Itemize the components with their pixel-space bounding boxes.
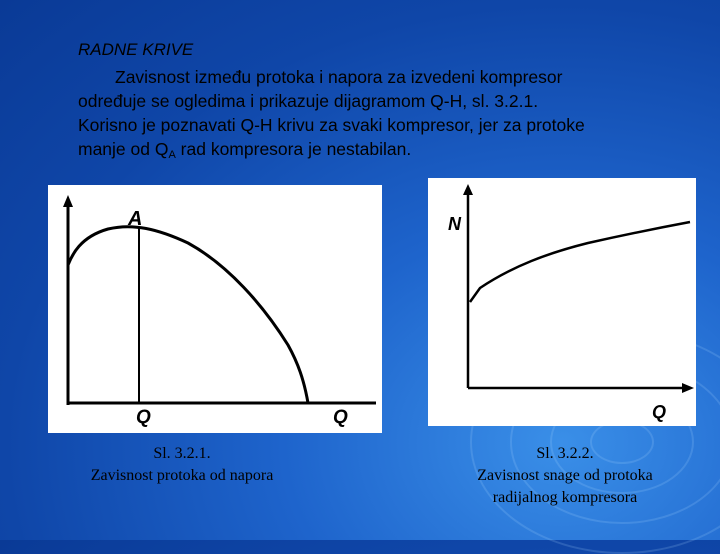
nq-diagram <box>428 178 696 426</box>
body-paragraph <box>78 65 678 167</box>
nq-curve <box>470 222 690 302</box>
qh-curve <box>68 227 308 403</box>
figure1-caption <box>48 443 316 487</box>
caption-line: Sl. 3.2.1. <box>153 445 211 462</box>
label-n-axis: N <box>448 214 461 234</box>
figure2-caption <box>440 443 690 509</box>
paragraph-text: manje od Q <box>78 139 169 159</box>
paragraph-line <box>78 137 678 167</box>
qh-diagram <box>48 185 382 433</box>
label-q-peak: Q <box>136 407 151 428</box>
paragraph-line: Korisno je poznavati Q-H krivu za svaki kompresor, jer za protoke <box>78 115 585 135</box>
label-peak-a: A <box>128 208 143 230</box>
subscript-a: A <box>168 149 176 161</box>
caption-line: radijalnog kompresora <box>492 489 638 506</box>
paragraph-text: rad kompresora je nestabilan. <box>175 139 412 159</box>
x-axis-arrow-icon <box>682 383 694 393</box>
slide-title: RADNE KRIVE <box>78 40 194 59</box>
figure-qh-panel <box>48 185 382 433</box>
figure-nq-panel <box>428 178 696 426</box>
y-axis-arrow-icon <box>63 195 73 207</box>
paragraph-line: Zavisnost između protoka i napora za izvedeni kompresor <box>115 67 563 87</box>
caption-line: Sl. 3.2.2. <box>536 445 594 462</box>
caption-line: Zavisnost snage od protoka <box>477 467 653 484</box>
label-q-axis: Q <box>333 407 348 428</box>
y-axis-arrow-icon <box>463 184 473 195</box>
caption-line: Zavisnost protoka od napora <box>90 467 274 484</box>
label-q-axis: Q <box>652 402 667 422</box>
paragraph-line: određuje se ogledima i prikazuje dijagramom Q-H, sl. 3.2.1. <box>78 91 539 111</box>
